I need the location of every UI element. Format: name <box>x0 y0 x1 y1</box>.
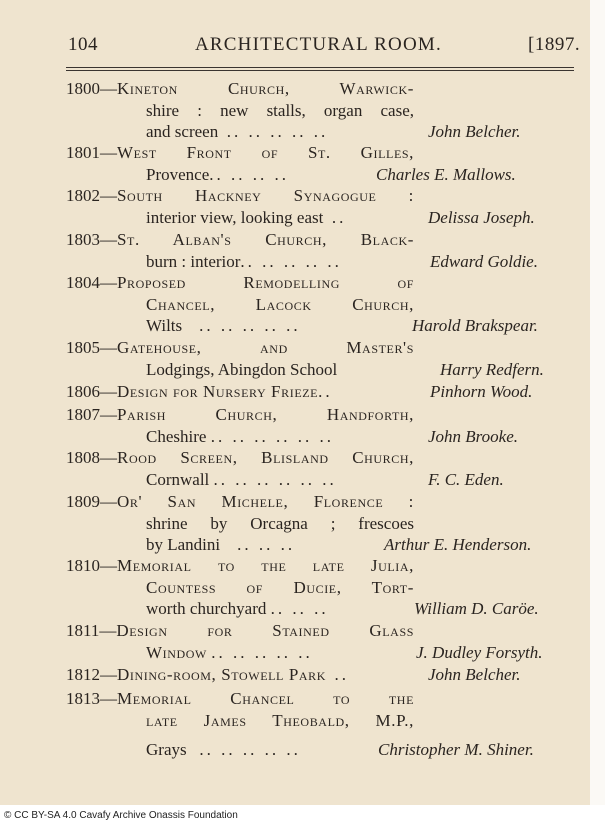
catalogue-entry <box>0 404 590 447</box>
entry-line: late James Theobald, M.P., <box>146 710 414 730</box>
catalogue-entry <box>0 142 590 185</box>
artist-name: John Brooke. <box>428 426 519 446</box>
catalogue-entry <box>0 620 590 663</box>
entry-text: Grays <box>146 740 187 760</box>
catalogue-entry <box>0 491 590 556</box>
entry-text: Cheshire <box>146 426 207 446</box>
entry-line: shrine by Orcagna ; frescoes <box>146 513 414 533</box>
catalogue-entry <box>0 688 590 761</box>
entry-title: Design for Nursery Frieze <box>117 382 319 401</box>
entry-title: Dining-room, Stowell Park <box>117 665 327 684</box>
entry-line <box>146 642 414 664</box>
catalogue-entry <box>0 447 590 490</box>
license-footer: © CC BY-SA 4.0 Cavafy Archive Onassis Foundation <box>4 810 238 821</box>
catalogue-entry <box>0 337 590 380</box>
entry-text: Wilts <box>146 316 183 336</box>
artist-name: Harold Brakspear. <box>412 316 538 336</box>
leader-dots: .. .. .. .. <box>209 164 290 184</box>
entry-number: 1807 <box>66 405 100 424</box>
leader-dots: .. .. .. <box>237 535 296 555</box>
entry-line: 1813—Memorial Chancel to the <box>66 689 414 708</box>
catalogue-entry <box>0 78 590 143</box>
entry-number: 1804 <box>66 273 100 292</box>
entry-number: 1813 <box>66 689 100 708</box>
entry-number: 1812 <box>66 665 100 684</box>
entry-line <box>146 534 414 556</box>
entry-text: by Landini <box>146 535 221 555</box>
leader-dots: .. .. .. .. .. .. <box>210 426 334 446</box>
artist-name: F. C. Eden. <box>428 469 504 489</box>
entry-text: Window <box>146 642 207 662</box>
entry-line <box>146 164 414 186</box>
year: [1897. <box>528 34 581 55</box>
entry-number: 1805 <box>66 338 100 357</box>
leader-dots: .. <box>331 207 347 227</box>
entry-title: South Hackney Synagogue : <box>117 186 414 205</box>
entry-number: 1808 <box>66 448 100 467</box>
catalogue-entry <box>0 272 590 337</box>
entry-line <box>146 598 414 620</box>
entry-line: 1809—Or' San Michele, Florence : <box>66 492 414 511</box>
entry-line: 1806—Design for Nursery Frieze.. <box>66 382 333 401</box>
artist-name: J. Dudley Forsyth. <box>416 642 543 662</box>
catalogue-entry <box>0 555 590 620</box>
entry-line: 1808—Rood Screen, Blisland Church, <box>66 448 414 467</box>
entry-title: Kineton Church, Warwick- <box>117 79 414 98</box>
artist-name: John Belcher. <box>428 665 521 684</box>
artist-name: Charles E. Mallows. <box>376 164 516 184</box>
leader-dots: .. <box>318 382 333 401</box>
artist-name: Christopher M. Shiner. <box>378 740 534 760</box>
entry-title: Rood Screen, Blisland Church, <box>117 448 414 467</box>
entry-line: 1802—South Hackney Synagogue : <box>66 186 414 205</box>
entry-number: 1800 <box>66 79 100 98</box>
artist-name: Arthur E. Henderson. <box>384 535 532 555</box>
entry-title: Parish Church, Handforth, <box>117 405 414 424</box>
entry-line <box>146 315 408 337</box>
entry-line: 1804—Proposed Remodelling of <box>66 273 414 292</box>
leader-dots: .. .. .. .. .. <box>226 122 329 142</box>
entry-line: 1811—Design for Stained Glass <box>66 621 414 640</box>
catalogue-entry <box>0 185 590 228</box>
entry-title: West Front of St. Gilles, <box>117 143 414 162</box>
entry-number: 1809 <box>66 492 100 511</box>
entry-line: Lodgings, Abingdon School <box>146 359 338 379</box>
artist-name: William D. Caröe. <box>414 599 539 619</box>
entry-line <box>146 739 408 761</box>
leader-dots: .. .. .. .. .. .. <box>213 469 337 489</box>
entry-line <box>146 121 408 143</box>
entry-line: shire : new stalls, organ case, <box>146 100 414 120</box>
entry-title: St. Alban's Church, Black- <box>117 230 414 249</box>
entry-line <box>146 251 414 273</box>
catalogue-entry <box>0 664 590 686</box>
entry-number: 1801 <box>66 143 100 162</box>
artist-name: John Belcher. <box>428 122 521 142</box>
artist-name: Delissa Joseph. <box>428 207 535 227</box>
entry-line: 1805—Gatehouse, and Master's <box>66 338 414 357</box>
entry-number: 1806 <box>66 382 100 401</box>
artist-name: Pinhorn Wood. <box>430 382 533 401</box>
entry-text: Provence <box>146 164 210 184</box>
running-head: ARCHITECTURAL ROOM. <box>195 34 442 55</box>
catalogue-entry <box>0 229 590 272</box>
entry-line: Chancel, Lacock Church, <box>146 294 414 314</box>
leader-dots: .. .. .. .. .. <box>199 740 301 760</box>
entry-line: 1810—Memorial to the late Julia, <box>66 556 414 575</box>
entry-text: Cornwall <box>146 469 210 489</box>
entry-line: 1800—Kineton Church, Warwick- <box>66 79 414 98</box>
page-number: 104 <box>68 34 98 55</box>
artist-name: Harry Redfern. <box>440 359 544 379</box>
page-edge <box>590 0 605 805</box>
entry-title: Memorial to the late Julia, <box>117 556 414 575</box>
catalogue-entry <box>0 381 590 403</box>
entry-number: 1803 <box>66 230 100 249</box>
entry-line <box>146 207 414 229</box>
entry-text: and screen <box>146 122 219 142</box>
entry-title: Memorial Chancel to the <box>117 689 414 708</box>
entry-title: Design for Stained Glass <box>116 621 414 640</box>
entry-text: burn : interior <box>146 251 241 271</box>
entry-title: Gatehouse, and Master's <box>117 338 414 357</box>
entry-line: 1803—St. Alban's Church, Black- <box>66 230 414 249</box>
leader-dots: .. .. .. .. .. <box>211 642 313 662</box>
entry-line <box>146 426 414 448</box>
entry-line: 1807—Parish Church, Handforth, <box>66 405 414 424</box>
entry-number: 1810 <box>66 556 100 575</box>
entry-line: 1801—West Front of St. Gilles, <box>66 143 414 162</box>
entry-line <box>146 469 414 491</box>
entry-title: Proposed Remodelling of <box>117 273 414 292</box>
leader-dots: .. .. .. .. .. <box>199 316 301 336</box>
artist-name: Edward Goldie. <box>430 251 538 271</box>
entry-number: 1811 <box>66 621 100 640</box>
entry-number: 1802 <box>66 186 100 205</box>
entry-text: worth churchyard <box>146 599 267 619</box>
entry-text: interior view, looking east <box>146 207 324 227</box>
entry-line: 1812—Dining-room, Stowell Park .. <box>66 665 350 684</box>
entry-line: Countess of Ducie, Tort- <box>146 577 414 597</box>
leader-dots: .. .. .. <box>270 599 329 619</box>
entry-title: Or' San Michele, Florence : <box>117 492 414 511</box>
leader-dots: .. <box>334 665 350 684</box>
leader-dots: .. .. .. .. .. <box>240 251 342 271</box>
